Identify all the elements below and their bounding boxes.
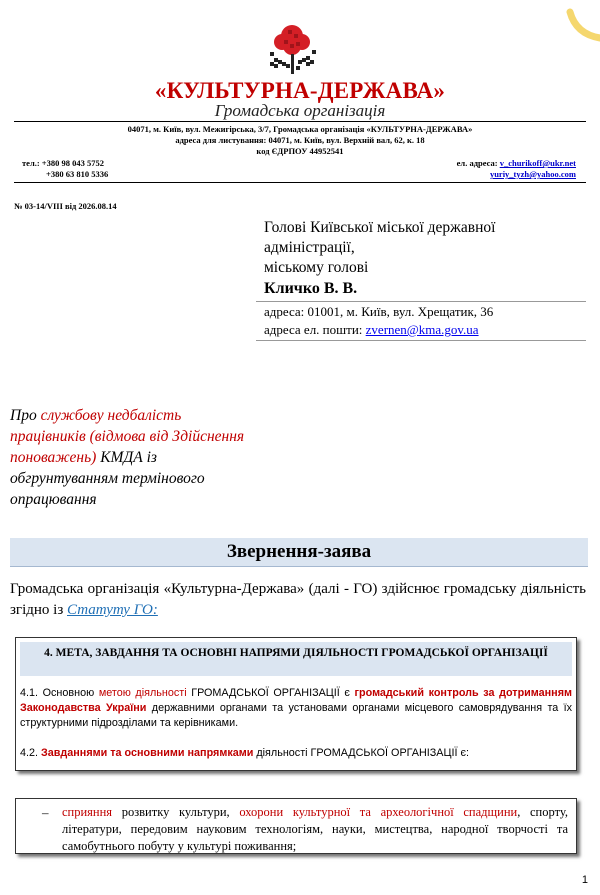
excerpt-paragraph-4-2: 4.2. Завданнями та основними напрямками діяльності ГРОМАДСЬКОЇ ОРГАНІЗАЦІЇ є: — [20, 747, 470, 759]
subject-block — [10, 405, 260, 510]
intro-text: Громадська організація «Культурна-Держава» (далі - ГО) здійснює громадську діяльність згідно із — [10, 581, 586, 618]
email-secondary-row — [490, 169, 576, 179]
email-label: ел. адреса: — [456, 158, 498, 168]
recipient-email-label: адреса ел. пошти: — [264, 322, 363, 337]
recipient-address: адреса: 01001, м. Київ, вул. Хрещатик, 36 — [264, 304, 494, 319]
corner-decoration — [566, 8, 600, 48]
recipient-divider-bottom — [256, 340, 586, 341]
recipient-email-link[interactable]: zvernen@kma.gov.ua — [365, 322, 479, 337]
recipient-email-row — [264, 322, 479, 338]
intro-paragraph — [10, 579, 586, 621]
phone-secondary: +380 63 810 5336 — [46, 169, 109, 179]
recipient-divider — [256, 301, 586, 302]
excerpt-heading: 4. МЕТА, ЗАВДАННЯ ТА ОСНОВНІ НАПРЯМИ ДІЯЛЬНОСТІ ГРОМАДСЬКОЇ ОРГАНІЗАЦІЇ — [20, 642, 572, 676]
statute-excerpt-box — [15, 637, 577, 771]
document-number: № 03-14/VIII від 2026.08.14 — [14, 201, 117, 211]
statute-list-box — [15, 798, 577, 854]
org-title: «КУЛЬТУРНА-ДЕРЖАВА» — [154, 78, 446, 103]
subject-prefix: Про — [10, 407, 41, 424]
page-number: 1 — [581, 874, 588, 886]
subject-highlight: службову недбалість працівників (відмова від Здійснення поноважень) — [10, 407, 245, 466]
mailing-address-line: адреса для листування: 04071, м. Київ, вул. Верхній вал, 62, к. 18 — [175, 135, 425, 145]
email-primary-link[interactable]: v_churikoff@ukr.net — [499, 158, 576, 168]
statute-link[interactable]: Статуту ГО: — [67, 602, 158, 618]
org-subtitle: Громадська організація — [214, 101, 386, 120]
list-item: сприяння розвитку культури, охорони культурної та археологічної спадщини, спорту, літератури, передовим науковим технологіям, науки, мистецтва, народної творчості та самобутнього побуту у культурі поживання; — [62, 805, 569, 853]
recipient-line-1: Голові Київської міської державної — [264, 219, 496, 236]
edrpou-code: код ЄДРПОУ 44952541 — [256, 146, 344, 156]
phone-primary: тел.: +380 98 043 5752 — [22, 158, 105, 168]
email-primary-row — [457, 158, 576, 168]
email-secondary-link[interactable]: yuriy_tyzh@yahoo.com — [489, 169, 576, 179]
subject-rest: КМДА із обгрунтуванням термінового опрацювання — [10, 449, 205, 508]
excerpt-paragraph-4-1: 4.1. Основною метою діяльності ГРОМАДСЬКОЇ ОРГАНІЗАЦІЇ є громадський контроль за дотриманням Законодавства України державними органами та установами органами місцевого самоврядування та їх структурними підрозділами та керівниками. — [20, 687, 572, 729]
list-dash: – — [42, 805, 49, 820]
document-title: Звернення-заява — [10, 538, 588, 567]
recipient-name: Кличко В. В. — [264, 280, 358, 297]
recipient-line-3: міському голові — [264, 259, 369, 276]
header-divider — [14, 121, 586, 122]
rose-logo-icon — [262, 22, 324, 78]
header-bottom-divider — [14, 182, 586, 183]
address-line: 04071, м. Київ, вул. Межигірська, 3/7, Громадська організація «КУЛЬТУРНА-ДЕРЖАВА» — [127, 124, 473, 134]
recipient-line-2: адміністрації, — [264, 239, 355, 256]
